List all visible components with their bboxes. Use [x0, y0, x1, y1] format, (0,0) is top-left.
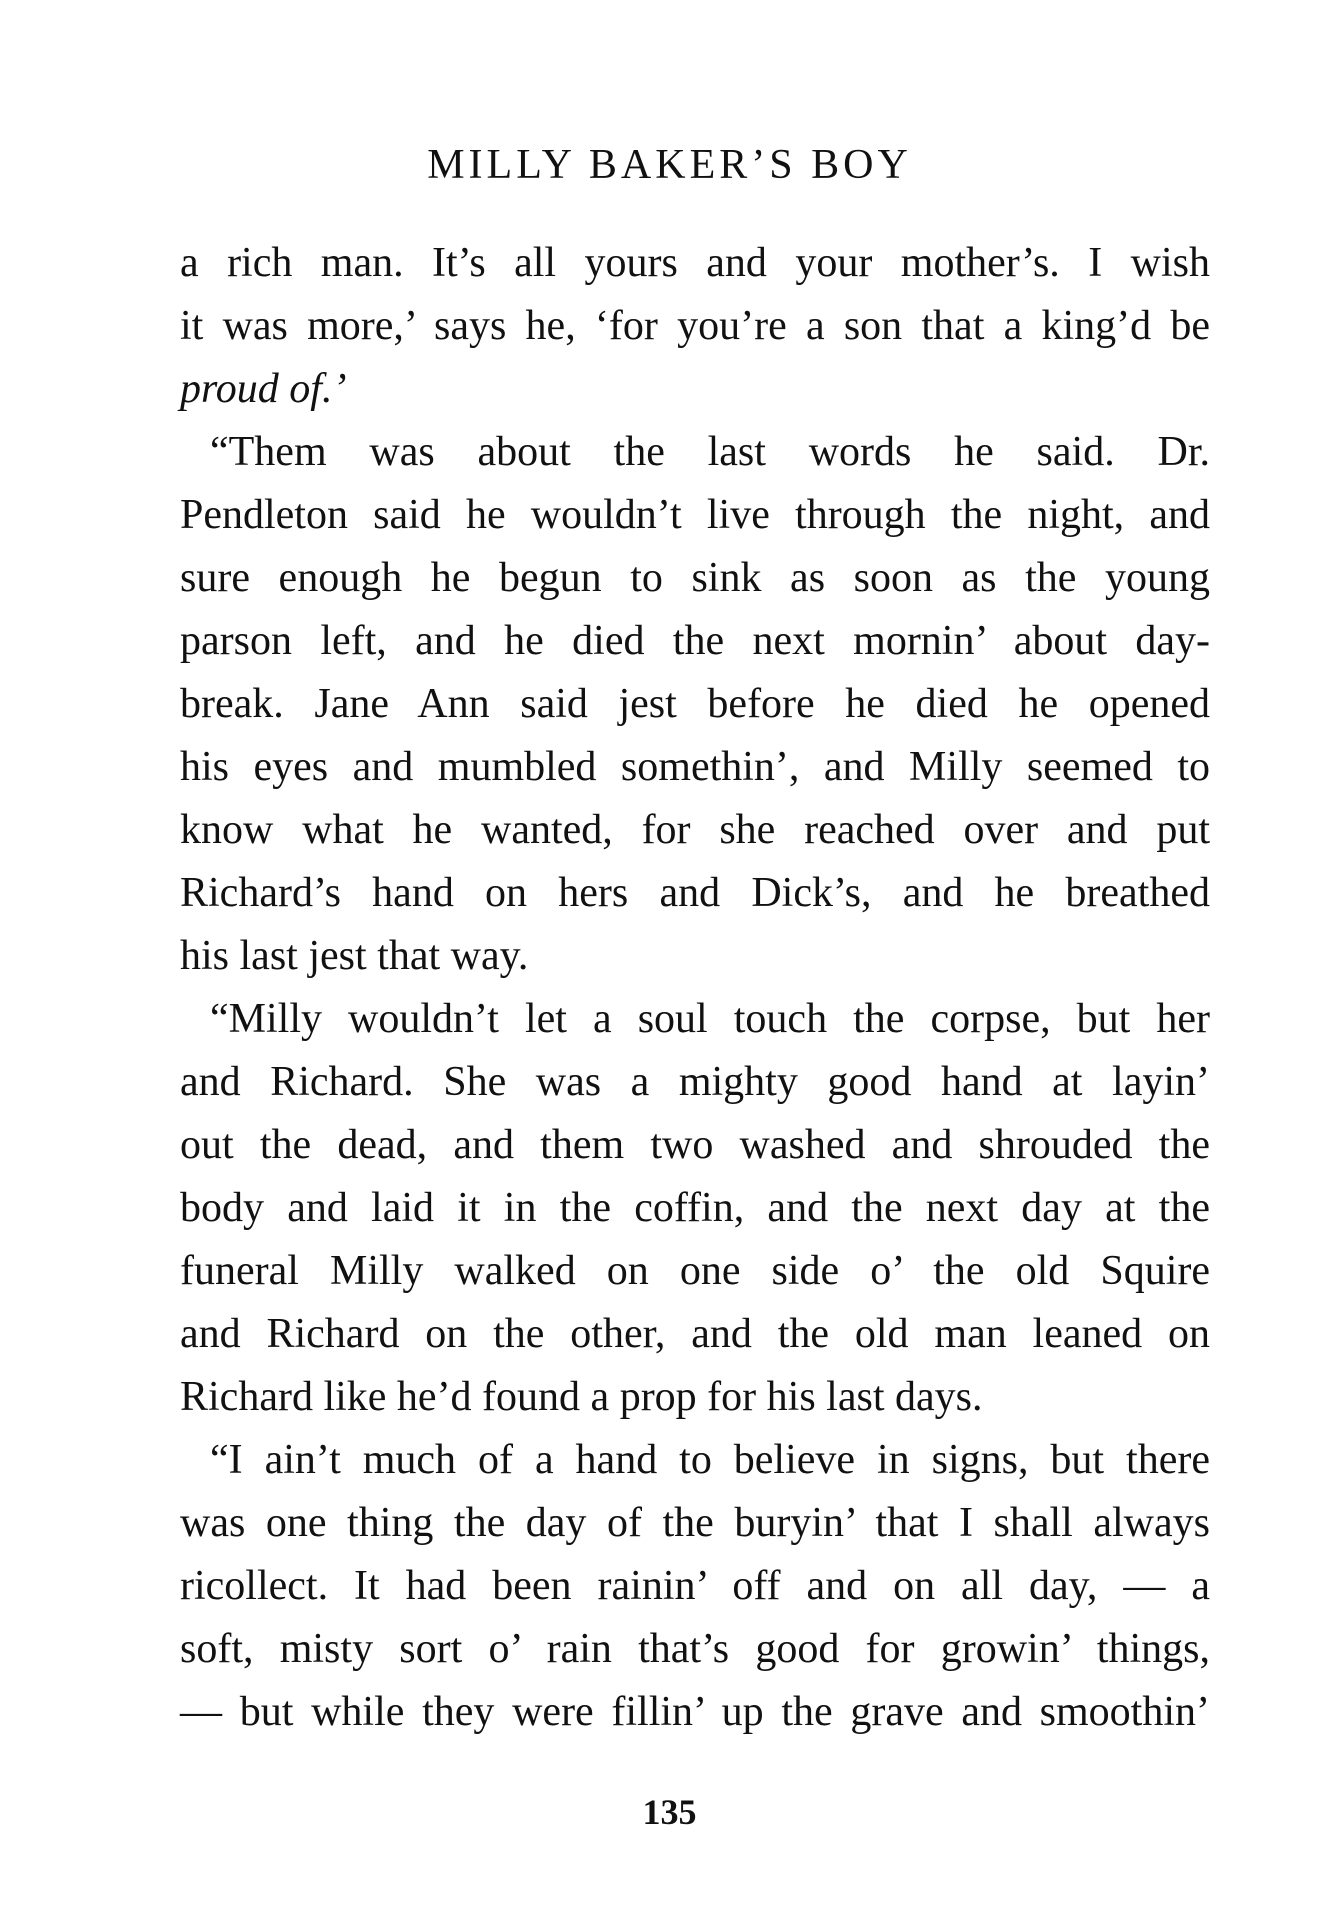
text-line: and Richard. She was a mighty good hand at layin’ [180, 1059, 1210, 1105]
page-number: 135 [642, 1792, 697, 1832]
body-text [180, 232, 1210, 1744]
text-line: know what he wanted, for she reached over and put [180, 807, 1210, 853]
text-line: Richard like he’d found a prop for his last days. [180, 1374, 983, 1420]
text-line: — but while they were fillin’ up the grave and smoothin’ [180, 1689, 1210, 1735]
running-title: MILLY BAKER’S BOY [427, 142, 912, 188]
italic-text: proud of.’ [180, 366, 347, 412]
text-line: parson left, and he died the next mornin’ about day- [180, 618, 1210, 664]
text-line: it was more,’ says he, ‘for you’re a son that a king’d be [180, 303, 1210, 349]
paragraph-start-line: “Milly wouldn’t let a soul touch the corpse, but her [210, 996, 1210, 1042]
paragraph-start-line: “Them was about the last words he said. Dr. [210, 429, 1210, 475]
text-line: body and laid it in the coffin, and the next day at the [180, 1185, 1210, 1231]
text-line: Richard’s hand on hers and Dick’s, and he breathed [180, 870, 1210, 916]
text-line [180, 358, 1210, 421]
text-line: ricollect. It had been rainin’ off and on all day, — a [180, 1563, 1210, 1609]
text-line: his eyes and mumbled somethin’, and Milly seemed to [180, 744, 1210, 790]
text-line: funeral Milly walked on one side o’ the old Squire [180, 1248, 1210, 1294]
text-line: out the dead, and them two washed and shrouded the [180, 1122, 1210, 1168]
text-line: a rich man. It’s all yours and your mother’s. I wish [180, 240, 1210, 286]
text-line: sure enough he begun to sink as soon as the young [180, 555, 1210, 601]
text-line: soft, misty sort o’ rain that’s good for growin’ things, [180, 1626, 1210, 1672]
text-line: his last jest that way. [180, 933, 529, 979]
text-line: Pendleton said he wouldn’t live through the night, and [180, 492, 1210, 538]
text-line: and Richard on the other, and the old man leaned on [180, 1311, 1210, 1357]
text-line: was one thing the day of the buryin’ that I shall always [180, 1500, 1210, 1546]
paragraph-start-line: “I ain’t much of a hand to believe in signs, but there [210, 1437, 1210, 1483]
text-line: break. Jane Ann said jest before he died he opened [180, 681, 1210, 727]
